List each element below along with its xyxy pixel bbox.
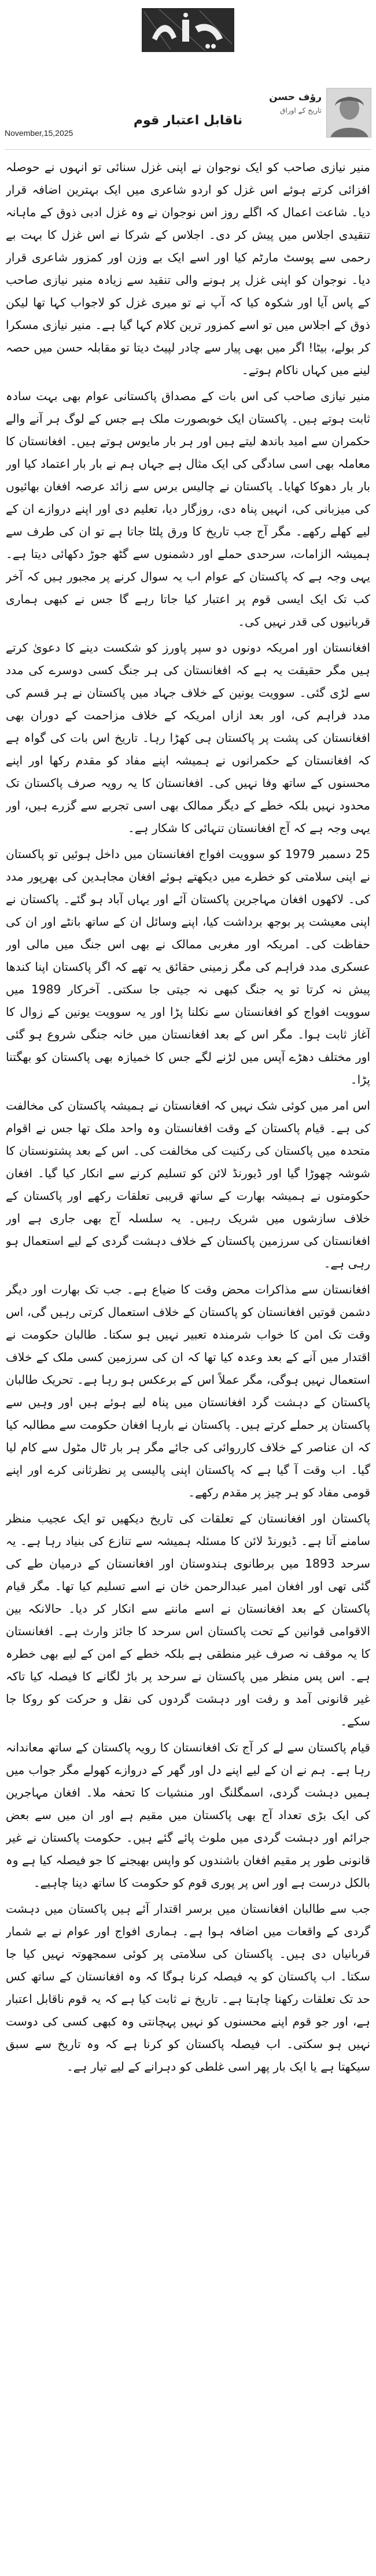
author-photo bbox=[326, 88, 371, 138]
column-name: تاریخ کے اوراق bbox=[280, 106, 322, 114]
paragraph: منیر نیازی صاحب کی اس بات کے مصداق پاکستانی عوام بھی بہت سادہ ثابت ہوتے ہیں۔ پاکستان ایک خوبصورت ملک ہے جس کے لوگ ہر آنے والے حکمران سے امید باندھ لیتے ہیں اور ہر بار مایوس ہوتے ہیں۔ افغانستان کا معاملہ بھی اسی سادگی کی ایک مثال ہے جہاں ہم نے بار بار اعتماد کیا اور بار بار دھوکا کھایا۔ پاکستان نے چالیس برس سے زائد عرصہ افغان بھائیوں کی میزبانی کی، انہیں پناہ دی، روزگار دیا، تعلیم دی اور اپنے دروازے ان کے لیے کھلے رکھے۔ مگر آج جب تاریخ کا ورق پلٹا جاتا ہے تو ان کی طرف سے ہمیشہ الزامات، سرحدی حملے اور دشمنوں سے گٹھ جوڑ دکھائی دیتا ہے۔ یہی وجہ ہے کہ پاکستان کے عوام اب یہ سوال کرنے پر مجبور ہیں کہ آخر کب تک ایک ایسی قوم پر اعتبار کیا جاتا رہے گا جس نے کبھی ہماری قربانیوں کی قدر نہیں کی۔ bbox=[6, 389, 370, 629]
paragraph: جب سے طالبان افغانستان میں برسر اقتدار آئے ہیں پاکستان میں دہشت گردی کے واقعات میں اضافہ ہوا ہے۔ ہماری افواج اور عوام نے بے شمار قربانیاں دی ہیں۔ پاکستان کی سلامتی پر کوئی سمجھوتہ نہیں کیا جا سکتا۔ اب پاکستان کو یہ فیصلہ کرنا ہوگا کہ وہ افغانستان کے ساتھ کس حد تک تعلقات رکھنا چاہتا ہے۔ تاریخ نے ثابت کیا ہے کہ یہ قوم ناقابل اعتبار ہے، اور جو قوم اپنے محسنوں کو نہیں پہچانتی وہ کبھی کسی کی دوست نہیں ہو سکتی۔ اب فیصلہ پاکستان کو کرنا ہے کہ وہ تاریخ سے سبق سیکھتا ہے یا ایک بار پھر اسی غلطی کو دہرانے کے لیے تیار ہے۔ bbox=[6, 1902, 370, 2074]
paragraph: افغانستان سے مذاکرات محض وقت کا ضیاع ہے۔ جب تک بھارت اور دیگر دشمن قوتیں افغانستان کو پاکستان کے خلاف استعمال کرتی رہیں گی، اس وقت تک امن کا خواب شرمندہ تعبیر نہیں ہو سکتا۔ طالبان حکومت نے اقتدار میں آنے کے بعد وعدہ کیا تھا کہ ان کی سرزمین کسی ملک کے خلاف استعمال نہیں ہوگی، مگر عملاً اس کے برعکس ہو رہا ہے۔ تحریک طالبان پاکستان کے دہشت گرد افغانستان میں پناہ لیے ہوئے ہیں اور وہیں سے پاکستان پر حملے کرتے ہیں۔ پاکستان نے بارہا افغان حکومت سے مطالبہ کیا کہ ان عناصر کے خلاف کارروائی کی جائے مگر ہر بار ٹال مٹول سے کام لیا گیا۔ اب وقت آ گیا ہے کہ پاکستان اپنی پالیسی پر نظرثانی کرے اور اپنے قومی مفاد کو ہر چیز پر مقدم رکھے۔ bbox=[6, 1283, 370, 1499]
paragraph: قیام پاکستان سے لے کر آج تک افغانستان کا رویہ پاکستان کے ساتھ معاندانہ رہا ہے۔ ہم نے ان کے لیے اپنے دل اور گھر کے دروازے کھولے مگر جواب میں ہمیں دہشت گردی، اسمگلنگ اور منشیات کا تحفہ ملا۔ افغان مہاجرین کی ایک بڑی تعداد آج بھی پاکستان میں مقیم ہے اور ان میں سے بعض جرائم اور دہشت گردی میں ملوث پائے گئے ہیں۔ حکومت پاکستان نے غیر قانونی طور پر مقیم افغان باشندوں کو واپس بھیجنے کا جو فیصلہ کیا ہے وہ بالکل درست ہے اور اس پر پوری قوم کو حکومت کا ساتھ دینا چاہیے۔ bbox=[6, 1740, 370, 1890]
article-body bbox=[6, 156, 370, 2567]
paragraph: پاکستان اور افغانستان کے تعلقات کی تاریخ دیکھیں تو ایک عجیب منظر سامنے آتا ہے۔ ڈیورنڈ لائن کا مسئلہ ہمیشہ سے تنازع کی بنیاد رہا ہے۔ یہ سرحد 1893 میں برطانوی ہندوستان اور افغانستان کے درمیان طے کی گئی تھی اور افغان امیر عبدالرحمن خان نے اسے تسلیم کیا تھا۔ مگر قیام پاکستان کے بعد افغانستان نے اسے ماننے سے انکار کر دیا۔ حالانکہ بین الاقوامی قوانین کے تحت پاکستان اس سرحد کا جائز وارث ہے۔ افغانستان کا یہ موقف نہ صرف غیر منطقی ہے بلکہ خطے کے امن کے لیے بھی خطرہ ہے۔ اس پس منظر میں پاکستان نے سرحد پر باڑ لگانے کا فیصلہ کیا تاکہ غیر قانونی آمد و رفت اور دہشت گردوں کی نقل و حرکت کو روکا جا سکے۔ bbox=[6, 1511, 370, 1728]
headline: ناقابل اعتبار قوم bbox=[133, 113, 243, 128]
masthead bbox=[0, 0, 376, 156]
paragraph: منیر نیازی صاحب کو ایک نوجوان نے اپنی غزل سنائی تو انہوں نے حوصلہ افزائی کرتے ہوئے اس غزل کو اردو شاعری میں ایک بہترین اضافہ قرار دیا۔ شاعت اعمال کہ اگلے روز اس نوجوان نے وہ غزل ادبی ذوق کے ماہانہ تنقیدی اجلاس میں پیش کر دی۔ اجلاس کے شرکا نے اس غزل کا بہت بے رحمی سے پوسٹ مارٹم کیا اور اسے ایک بے وزن اور کمزور شاعری قرار دیا۔ نوجوان کو اپنی غزل پر ہونے والی تنقید سے زیادہ منیر نیازی صاحب کے پاس آیا اور شکوہ کیا کہ آپ نے تو میری غزل کو لاجواب کہا تھا لیکن ذوق کے اجلاس میں تو اسے کمزور ترین کلام کہا گیا ہے۔ منیر نیازی مسکرا کر بولے، بیٹا! اگر میں بھی پیار سے چادر لپیٹ دیتا تو مقابلہ حسن میں حصہ لینے میں کہاں ناکام ہوتے۔ bbox=[6, 160, 370, 377]
author-name: رؤف حسن bbox=[269, 91, 322, 103]
publish-date: November,15,2025 bbox=[5, 128, 73, 138]
header-divider bbox=[5, 149, 371, 150]
paragraph: 25 دسمبر 1979 کو سوویت افواج افغانستان میں داخل ہوئیں تو پاکستان نے اپنی سلامتی کو خطرے میں دیکھتے ہوئے افغان مجاہدین کی بھرپور مدد کی۔ لاکھوں افغان مہاجرین پاکستان آئے اور یہاں آباد ہو گئے۔ پاکستان نے اپنی معیشت پر بوجھ برداشت کیا، اپنے وسائل ان کے ساتھ بانٹے اور ان کی حفاظت کی۔ امریکہ اور مغربی ممالک نے بھی اس جنگ میں مالی اور عسکری مدد فراہم کی مگر زمینی حقائق یہ تھے کہ اگر پاکستان اپنا کندھا پیش نہ کرتا تو یہ جنگ کبھی نہ جیتی جا سکتی۔ آخرکار 1989 میں سوویت افواج کو افغانستان سے نکلنا پڑا اور یہ سوویت یونین کے زوال کا آغاز ثابت ہوا۔ مگر اس کے بعد افغانستان میں خانہ جنگی شروع ہو گئی اور مختلف دھڑے آپس میں لڑنے لگے جس کا خمیازہ بھی پاکستان کو بھگتنا پڑا۔ bbox=[6, 847, 370, 1086]
newspaper-logo bbox=[136, 3, 240, 57]
paragraph: افغانستان اور امریکہ دونوں دو سپر پاورز کو شکست دینے کا دعویٰ کرتے ہیں مگر حقیقت یہ ہے کہ افغانستان کی ہر جنگ کسی دوسرے کی مدد سے لڑی گئی۔ سوویت یونین کے خلاف جہاد میں پاکستان نے ہر قسم کی مدد فراہم کی، اور بعد ازاں امریکہ کے خلاف مزاحمت کے دوران بھی افغانستان کی پشت پر پاکستان ہی کھڑا رہا۔ تاریخ اس بات کی گواہ ہے کہ افغانستان کے حکمرانوں نے ہمیشہ اپنے مفاد کو مقدم رکھا اور اپنے محسنوں کے ساتھ وفا نہیں کی۔ افغانستان کا یہ رویہ صرف پاکستان تک محدود نہیں بلکہ خطے کے دیگر ممالک بھی اسی تجربے سے گزرے ہیں، اور یہی وجہ ہے کہ آج افغانستان تنہائی کا شکار ہے۔ bbox=[6, 641, 370, 835]
author-box bbox=[191, 88, 371, 138]
paragraph: اس امر میں کوئی شک نہیں کہ افغانستان نے ہمیشہ پاکستان کی مخالفت کی ہے۔ قیام پاکستان کے وقت افغانستان وہ واحد ملک تھا جس نے اقوام متحدہ میں پاکستان کی رکنیت کی مخالفت کی۔ اس کے بعد پشتونستان کا شوشہ چھوڑا گیا اور ڈیورنڈ لائن کو تسلیم کرنے سے انکار کیا گیا۔ افغان حکومتوں نے ہمیشہ بھارت کے ساتھ قریبی تعلقات رکھے اور پاکستان کے خلاف سازشوں میں شریک رہیں۔ یہ سلسلہ آج بھی جاری ہے اور افغانستان کی سرزمین پاکستان کے خلاف دہشت گردی کے لیے استعمال ہو رہی ہے۔ bbox=[6, 1099, 370, 1270]
